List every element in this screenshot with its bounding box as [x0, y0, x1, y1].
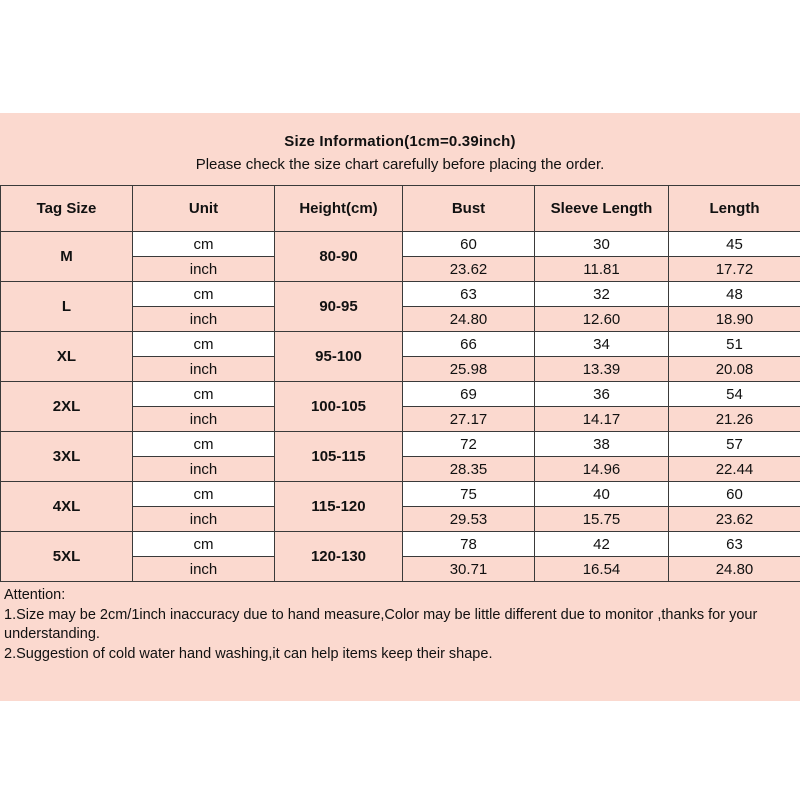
column-header-sleeve-length: Sleeve Length [535, 186, 669, 232]
cell-height: 95-100 [275, 332, 403, 382]
table-row [1, 532, 800, 557]
table-row [1, 332, 800, 357]
cell-unit-inch: inch [133, 357, 275, 382]
cell-sleeve-cm: 30 [535, 232, 669, 257]
cell-length-inch: 20.08 [669, 357, 800, 382]
size-chart-sheet [0, 113, 800, 701]
cell-length-cm: 54 [669, 382, 800, 407]
cell-height: 100-105 [275, 382, 403, 432]
cell-tag-size: 4XL [1, 482, 133, 532]
column-header-height: Height(cm) [275, 186, 403, 232]
table-row [1, 482, 800, 507]
cell-bust-cm: 60 [403, 232, 535, 257]
page-subtitle: Please check the size chart carefully before placing the order. [195, 156, 605, 173]
cell-sleeve-inch: 12.60 [535, 307, 669, 332]
cell-tag-size: 2XL [1, 382, 133, 432]
cell-length-inch: 17.72 [669, 257, 800, 282]
cell-bust-inch: 30.71 [403, 557, 535, 582]
cell-sleeve-inch: 14.17 [535, 407, 669, 432]
cell-height: 120-130 [275, 532, 403, 582]
cell-sleeve-cm: 32 [535, 282, 669, 307]
cell-length-inch: 22.44 [669, 457, 800, 482]
cell-unit-inch: inch [133, 407, 275, 432]
cell-height: 80-90 [275, 232, 403, 282]
cell-sleeve-cm: 40 [535, 482, 669, 507]
size-table [0, 185, 800, 582]
cell-tag-size: 5XL [1, 532, 133, 582]
cell-bust-cm: 72 [403, 432, 535, 457]
cell-length-cm: 51 [669, 332, 800, 357]
column-header-bust: Bust [403, 186, 535, 232]
column-header-tag-size: Tag Size [1, 186, 133, 232]
cell-bust-cm: 78 [403, 532, 535, 557]
cell-sleeve-inch: 15.75 [535, 507, 669, 532]
cell-sleeve-cm: 36 [535, 382, 669, 407]
cell-unit-cm: cm [133, 332, 275, 357]
cell-sleeve-inch: 14.96 [535, 457, 669, 482]
cell-sleeve-inch: 16.54 [535, 557, 669, 582]
cell-unit-cm: cm [133, 532, 275, 557]
cell-sleeve-inch: 13.39 [535, 357, 669, 382]
cell-unit-inch: inch [133, 457, 275, 482]
cell-length-inch: 21.26 [669, 407, 800, 432]
cell-unit-cm: cm [133, 282, 275, 307]
table-row [1, 232, 800, 257]
cell-bust-cm: 66 [403, 332, 535, 357]
cell-unit-inch: inch [133, 557, 275, 582]
cell-bust-inch: 27.17 [403, 407, 535, 432]
cell-length-inch: 18.90 [669, 307, 800, 332]
cell-sleeve-inch: 11.81 [535, 257, 669, 282]
cell-bust-cm: 75 [403, 482, 535, 507]
cell-length-cm: 60 [669, 482, 800, 507]
page-title: Size Information(1cm=0.39inch) [284, 133, 516, 150]
cell-tag-size: L [1, 282, 133, 332]
cell-bust-inch: 24.80 [403, 307, 535, 332]
cell-tag-size: 3XL [1, 432, 133, 482]
cell-height: 115-120 [275, 482, 403, 532]
attention-section [0, 582, 800, 664]
table-header-row [1, 186, 800, 232]
cell-height: 90-95 [275, 282, 403, 332]
cell-height: 105-115 [275, 432, 403, 482]
attention-line-1: 1.Size may be 2cm/1inch inaccuracy due to hand measure,Color may be little different due to monitor ,thanks for your understanding. [4, 606, 758, 643]
cell-unit-cm: cm [133, 482, 275, 507]
cell-unit-cm: cm [133, 382, 275, 407]
cell-tag-size: XL [1, 332, 133, 382]
cell-unit-cm: cm [133, 432, 275, 457]
cell-bust-cm: 69 [403, 382, 535, 407]
cell-length-cm: 63 [669, 532, 800, 557]
column-header-length: Length [669, 186, 800, 232]
cell-sleeve-cm: 42 [535, 532, 669, 557]
cell-bust-inch: 29.53 [403, 507, 535, 532]
cell-sleeve-cm: 34 [535, 332, 669, 357]
cell-unit-inch: inch [133, 507, 275, 532]
attention-line-2: 2.Suggestion of cold water hand washing,it can help items keep their shape. [4, 645, 493, 662]
cell-length-inch: 24.80 [669, 557, 800, 582]
table-row [1, 282, 800, 307]
cell-length-cm: 48 [669, 282, 800, 307]
column-header-unit: Unit [133, 186, 275, 232]
table-row [1, 382, 800, 407]
table-row [1, 432, 800, 457]
attention-heading: Attention: [4, 587, 66, 603]
cell-length-cm: 45 [669, 232, 800, 257]
cell-bust-inch: 25.98 [403, 357, 535, 382]
cell-unit-inch: inch [133, 257, 275, 282]
cell-length-cm: 57 [669, 432, 800, 457]
cell-tag-size: M [1, 232, 133, 282]
cell-unit-cm: cm [133, 232, 275, 257]
cell-sleeve-cm: 38 [535, 432, 669, 457]
cell-bust-inch: 23.62 [403, 257, 535, 282]
cell-bust-cm: 63 [403, 282, 535, 307]
cell-bust-inch: 28.35 [403, 457, 535, 482]
cell-length-inch: 23.62 [669, 507, 800, 532]
cell-unit-inch: inch [133, 307, 275, 332]
